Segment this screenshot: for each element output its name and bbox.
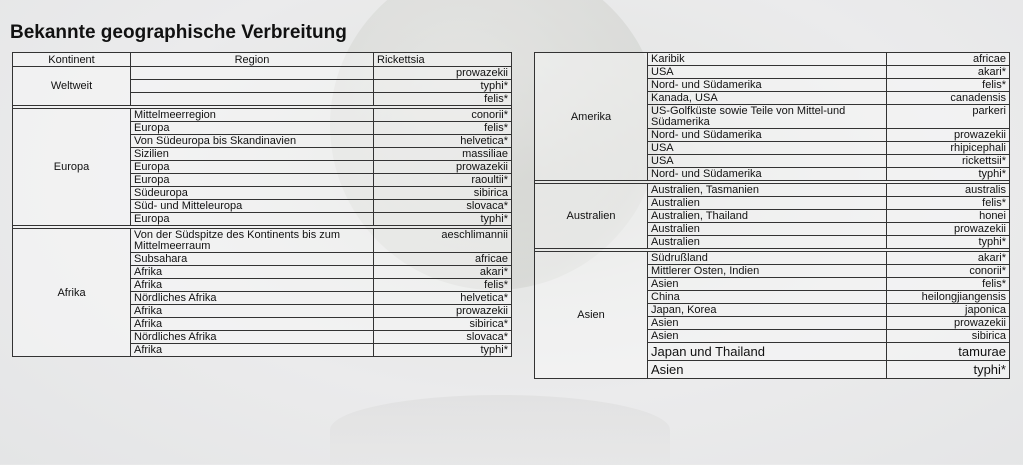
species-cell: honei	[887, 210, 1010, 223]
species-cell: prowazekii	[374, 161, 512, 174]
species-cell: sibirica*	[374, 318, 512, 331]
region-cell: Europa	[131, 161, 374, 174]
region-cell: Europa	[131, 174, 374, 187]
globe-stand-background	[330, 395, 670, 465]
species-cell: australis	[887, 184, 1010, 197]
species-cell: helvetica*	[374, 292, 512, 305]
region-cell: Von Südeuropa bis Skandinavien	[131, 135, 374, 148]
species-cell: typhi*	[887, 361, 1010, 379]
table-row	[13, 229, 512, 253]
continent-cell: Amerika	[535, 53, 648, 181]
region-cell: Asien	[648, 278, 887, 291]
region-cell: Mittlerer Osten, Indien	[648, 265, 887, 278]
region-cell: Südeuropa	[131, 187, 374, 200]
continent-cell: Asien	[535, 252, 648, 379]
species-cell: aeschlimannii	[374, 229, 512, 253]
continent-cell: Europa	[13, 109, 131, 226]
species-cell: africae	[374, 253, 512, 266]
species-cell: rickettsii*	[887, 155, 1010, 168]
region-cell: Afrika	[131, 266, 374, 279]
species-cell: japonica	[887, 304, 1010, 317]
species-cell: akari*	[887, 252, 1010, 265]
region-cell: Nord- und Südamerika	[648, 129, 887, 142]
species-cell: rhipicephali	[887, 142, 1010, 155]
region-cell: Afrika	[131, 279, 374, 292]
species-cell: helvetica*	[374, 135, 512, 148]
species-cell: sibirica	[374, 187, 512, 200]
region-cell: USA	[648, 66, 887, 79]
table-row	[535, 53, 1010, 66]
species-cell: felis*	[887, 197, 1010, 210]
region-cell: Kanada, USA	[648, 92, 887, 105]
table-row	[13, 67, 512, 80]
species-cell: typhi*	[887, 168, 1010, 181]
header-rickettsia: Rickettsia	[374, 53, 512, 67]
region-cell: Südrußland	[648, 252, 887, 265]
species-cell: typhi*	[374, 213, 512, 226]
species-cell: conorii*	[374, 109, 512, 122]
continent-cell: Australien	[535, 184, 648, 249]
species-cell: typhi*	[374, 344, 512, 357]
species-cell: africae	[887, 53, 1010, 66]
table-row	[535, 252, 1010, 265]
species-cell: canadensis	[887, 92, 1010, 105]
region-cell: Nördliches Afrika	[131, 331, 374, 344]
species-cell: typhi*	[374, 80, 512, 93]
species-cell: prowazekii	[887, 317, 1010, 330]
region-cell: Australien	[648, 197, 887, 210]
region-cell: Nördliches Afrika	[131, 292, 374, 305]
region-cell: Asien	[648, 330, 887, 343]
region-cell: Afrika	[131, 305, 374, 318]
species-cell: prowazekii	[887, 223, 1010, 236]
species-cell: felis*	[374, 93, 512, 106]
species-cell: akari*	[887, 66, 1010, 79]
species-cell: conorii*	[887, 265, 1010, 278]
continent-cell: Weltweit	[13, 67, 131, 106]
species-cell: akari*	[374, 266, 512, 279]
region-cell	[131, 80, 374, 93]
region-cell: USA	[648, 155, 887, 168]
region-cell: Japan, Korea	[648, 304, 887, 317]
region-cell: US-Golfküste sowie Teile von Mittel-und Südamerika	[648, 105, 887, 129]
region-cell: Europa	[131, 213, 374, 226]
region-cell: Afrika	[131, 344, 374, 357]
region-cell: Afrika	[131, 318, 374, 331]
page-title: Bekannte geographische Verbreitung	[10, 22, 347, 43]
region-cell: Mittelmeerregion	[131, 109, 374, 122]
region-cell: Australien, Tasmanien	[648, 184, 887, 197]
species-cell: massiliae	[374, 148, 512, 161]
left-distribution-table	[12, 52, 512, 357]
continent-cell: Afrika	[13, 229, 131, 357]
header-kontinent: Kontinent	[13, 53, 131, 67]
species-cell: felis*	[374, 279, 512, 292]
region-cell: Von der Südspitze des Kontinents bis zum Mittelmeerraum	[131, 229, 374, 253]
species-cell: felis*	[887, 278, 1010, 291]
region-cell	[131, 67, 374, 80]
region-cell: Japan und Thailand	[648, 343, 887, 361]
region-cell: Asien	[648, 361, 887, 379]
region-cell: China	[648, 291, 887, 304]
species-cell: slovaca*	[374, 331, 512, 344]
right-distribution-table	[534, 52, 1010, 379]
species-cell: prowazekii	[374, 67, 512, 80]
region-cell: Europa	[131, 122, 374, 135]
region-cell: Australien	[648, 236, 887, 249]
region-cell: Australien	[648, 223, 887, 236]
species-cell: sibirica	[887, 330, 1010, 343]
region-cell: Asien	[648, 317, 887, 330]
region-cell: Süd- und Mitteleuropa	[131, 200, 374, 213]
species-cell: slovaca*	[374, 200, 512, 213]
region-cell	[131, 93, 374, 106]
table-header-row	[13, 53, 512, 67]
region-cell: Australien, Thailand	[648, 210, 887, 223]
region-cell: Subsahara	[131, 253, 374, 266]
header-region: Region	[131, 53, 374, 67]
species-cell: prowazekii	[887, 129, 1010, 142]
table-row	[535, 184, 1010, 197]
species-cell: felis*	[374, 122, 512, 135]
species-cell: heilongjiangensis	[887, 291, 1010, 304]
species-cell: prowazekii	[374, 305, 512, 318]
region-cell: Nord- und Südamerika	[648, 168, 887, 181]
table-row	[13, 109, 512, 122]
species-cell: parkeri	[887, 105, 1010, 129]
species-cell: raoultii*	[374, 174, 512, 187]
species-cell: typhi*	[887, 236, 1010, 249]
species-cell: felis*	[887, 79, 1010, 92]
species-cell: tamurae	[887, 343, 1010, 361]
region-cell: Karibik	[648, 53, 887, 66]
region-cell: Nord- und Südamerika	[648, 79, 887, 92]
region-cell: Sizilien	[131, 148, 374, 161]
region-cell: USA	[648, 142, 887, 155]
